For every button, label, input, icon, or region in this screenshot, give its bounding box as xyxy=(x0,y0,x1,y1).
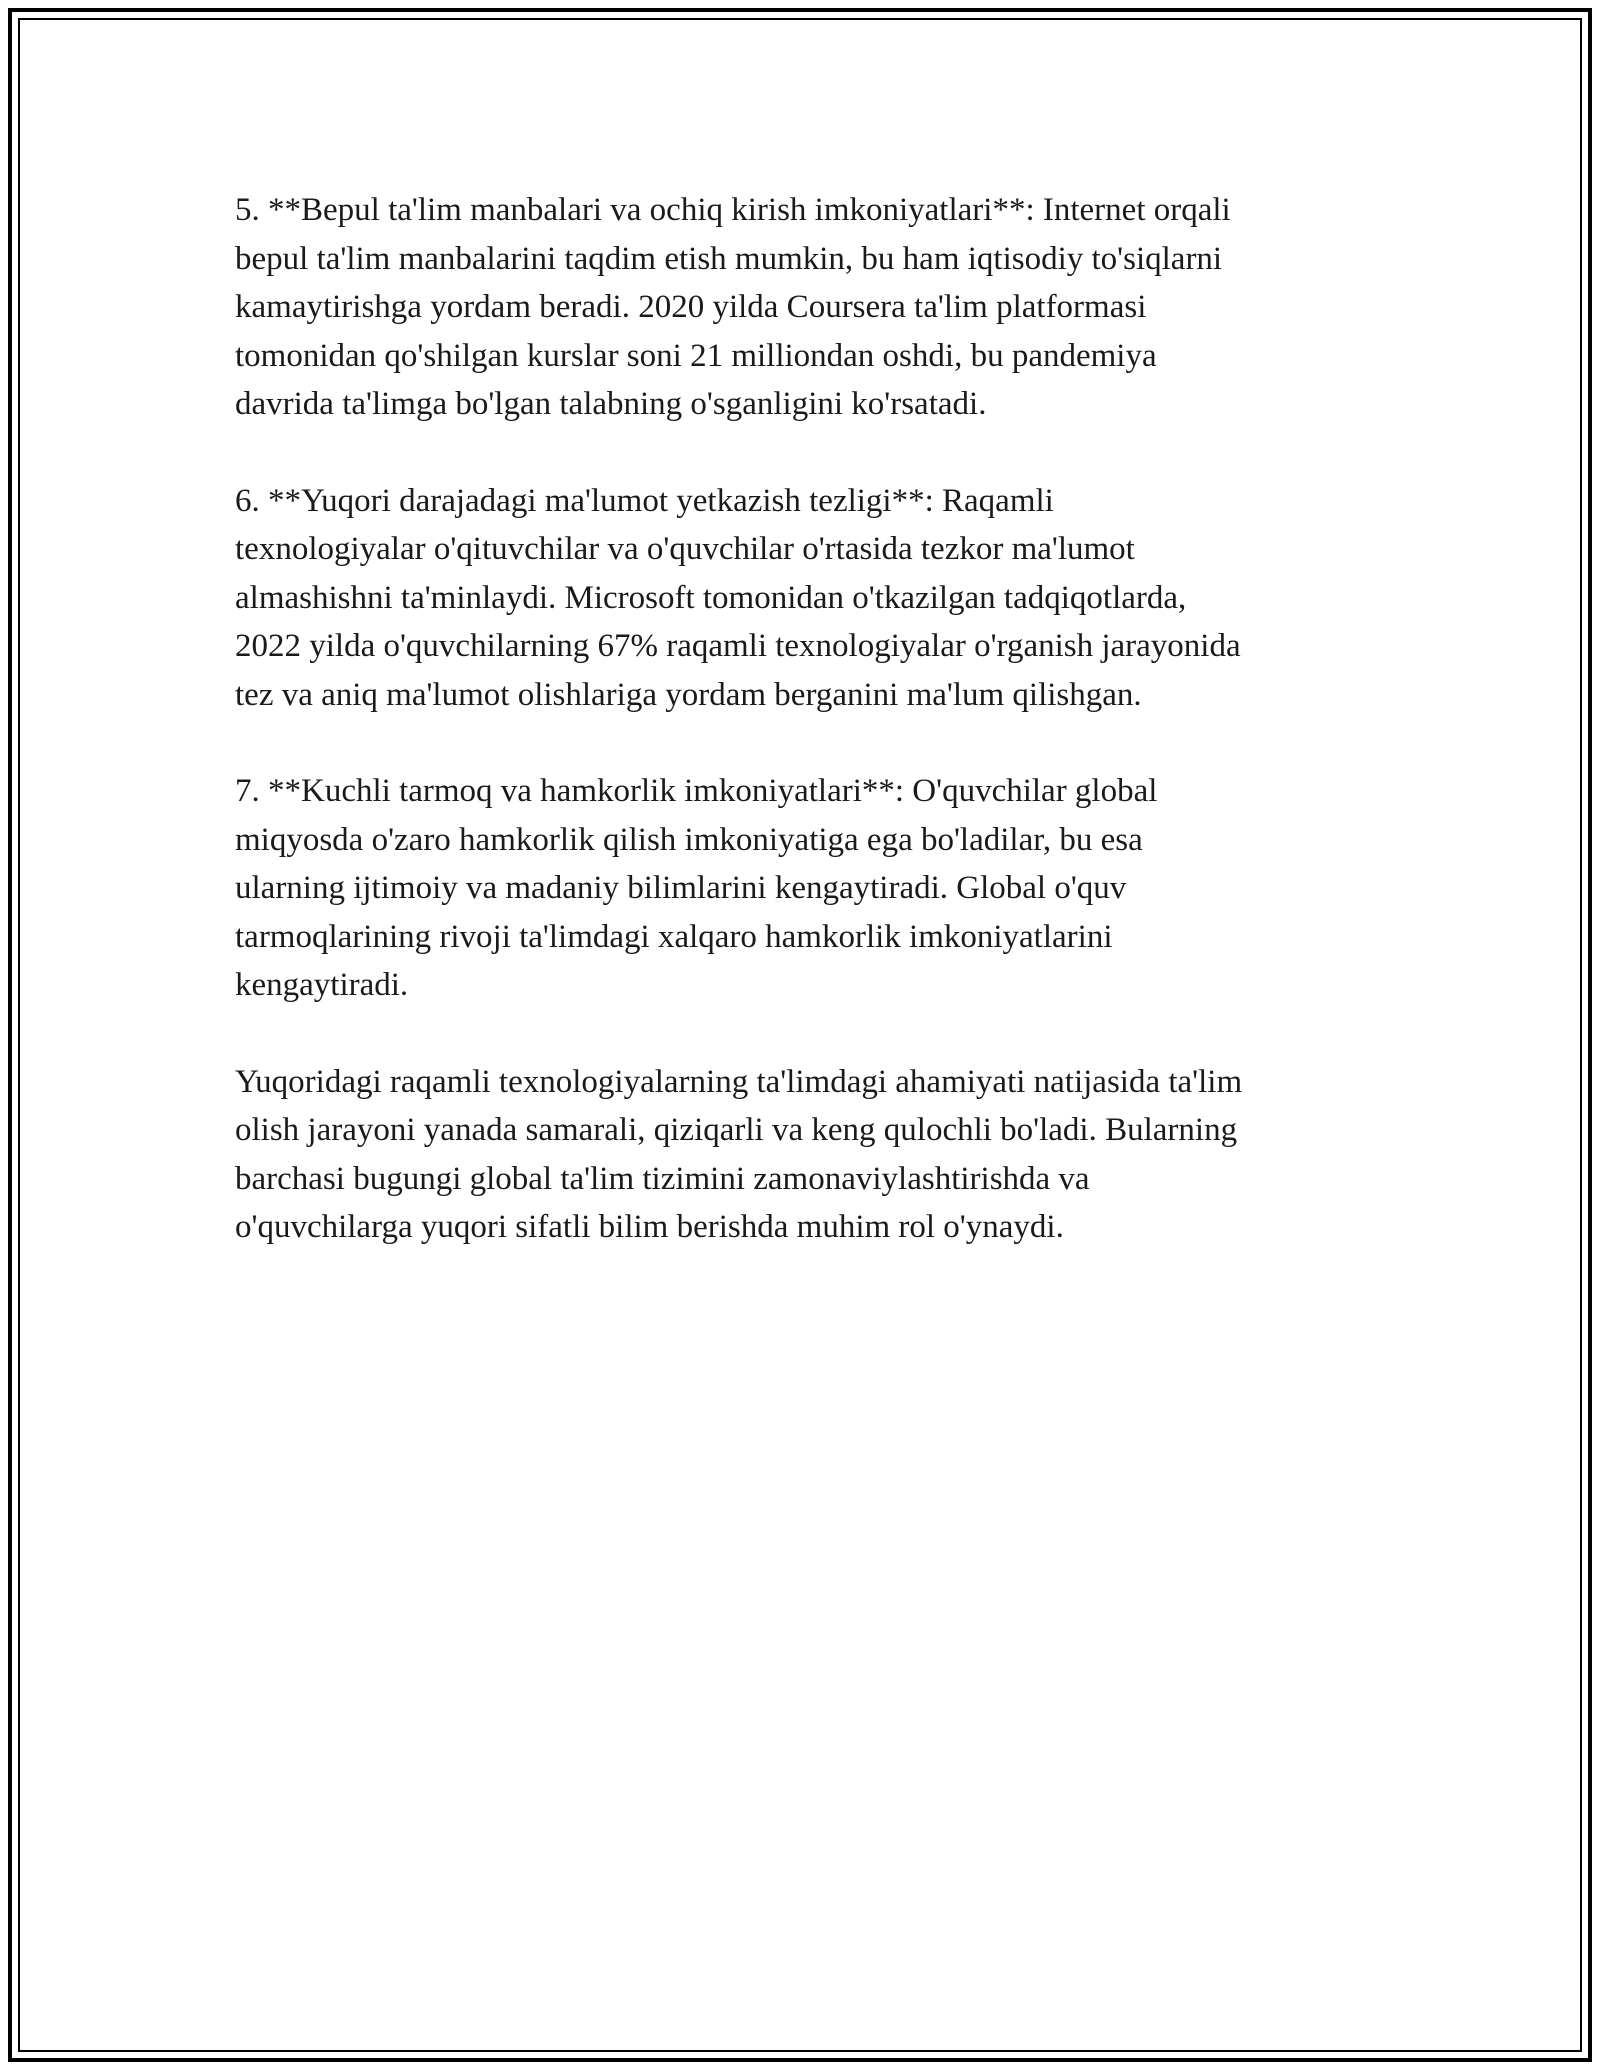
paragraph-line: 2022 yilda o'quvchilarning 67% raqamli texnologiyalar o'rganish jarayonida xyxy=(235,628,1241,664)
paragraph-line: o'quvchilarga yuqori sifatli bilim berishda muhim rol o'ynaydi. xyxy=(235,1209,1064,1245)
paragraph-line: barchasi bugungi global ta'lim tizimini zamonaviylashtirishda va xyxy=(235,1160,1090,1197)
paragraph-line: davrida ta'limga bo'lgan talabning o'sganligini ko'rsatadi. xyxy=(235,386,987,422)
paragraph-line: tomonidan qo'shilgan kurslar soni 21 milliondan oshdi, bu pandemiya xyxy=(235,337,1157,374)
paragraph-line: 7. **Kuchli tarmoq va hamkorlik imkoniyatlari**: O'quvchilar global xyxy=(235,773,1158,809)
paragraph-line: tarmoqlarining rivoji ta'limdagi xalqaro hamkorlik imkoniyatlarini xyxy=(235,918,1113,955)
paragraph-line: kengaytiradi. xyxy=(235,967,409,1003)
paragraph-line: tez va aniq ma'lumot olishlariga yordam berganini ma'lum qilishgan. xyxy=(235,676,1142,713)
paragraph-line: miqyosda o'zaro hamkorlik qilish imkoniyatiga ega bo'ladilar, bu esa xyxy=(235,821,1143,858)
paragraph xyxy=(235,1058,1375,1252)
paragraph-line: ularning ijtimoiy va madaniy bilimlarini kengaytiradi. Global o'quv xyxy=(235,870,1127,906)
document-body xyxy=(235,186,1375,1300)
paragraph xyxy=(235,186,1375,429)
paragraph-line: kamaytirishga yordam beradi. 2020 yilda Coursera ta'lim platformasi xyxy=(235,289,1147,325)
paragraph-line: 6. **Yuqori darajadagi ma'lumot yetkazish tezligi**: Raqamli xyxy=(235,482,1054,519)
paragraph-line: texnologiyalar o'qituvchilar va o'quvchilar o'rtasida tezkor ma'lumot xyxy=(235,531,1135,567)
paragraph-line: Yuqoridagi raqamli texnologiyalarning ta'limdagi ahamiyati natijasida ta'lim xyxy=(235,1063,1243,1100)
paragraph xyxy=(235,477,1375,720)
paragraph xyxy=(235,767,1375,1010)
paragraph-line: 5. **Bepul ta'lim manbalari va ochiq kirish imkoniyatlari**: Internet orqali xyxy=(235,192,1231,228)
paragraph-line: bepul ta'lim manbalarini taqdim etish mumkin, bu ham iqtisodiy to'siqlarni xyxy=(235,240,1223,277)
paragraph-line: almashishni ta'minlaydi. Microsoft tomonidan o'tkazilgan tadqiqotlarda, xyxy=(235,579,1187,616)
paragraph-line: olish jarayoni yanada samarali, qiziqarli va keng qulochli bo'ladi. Bularning xyxy=(235,1112,1238,1148)
